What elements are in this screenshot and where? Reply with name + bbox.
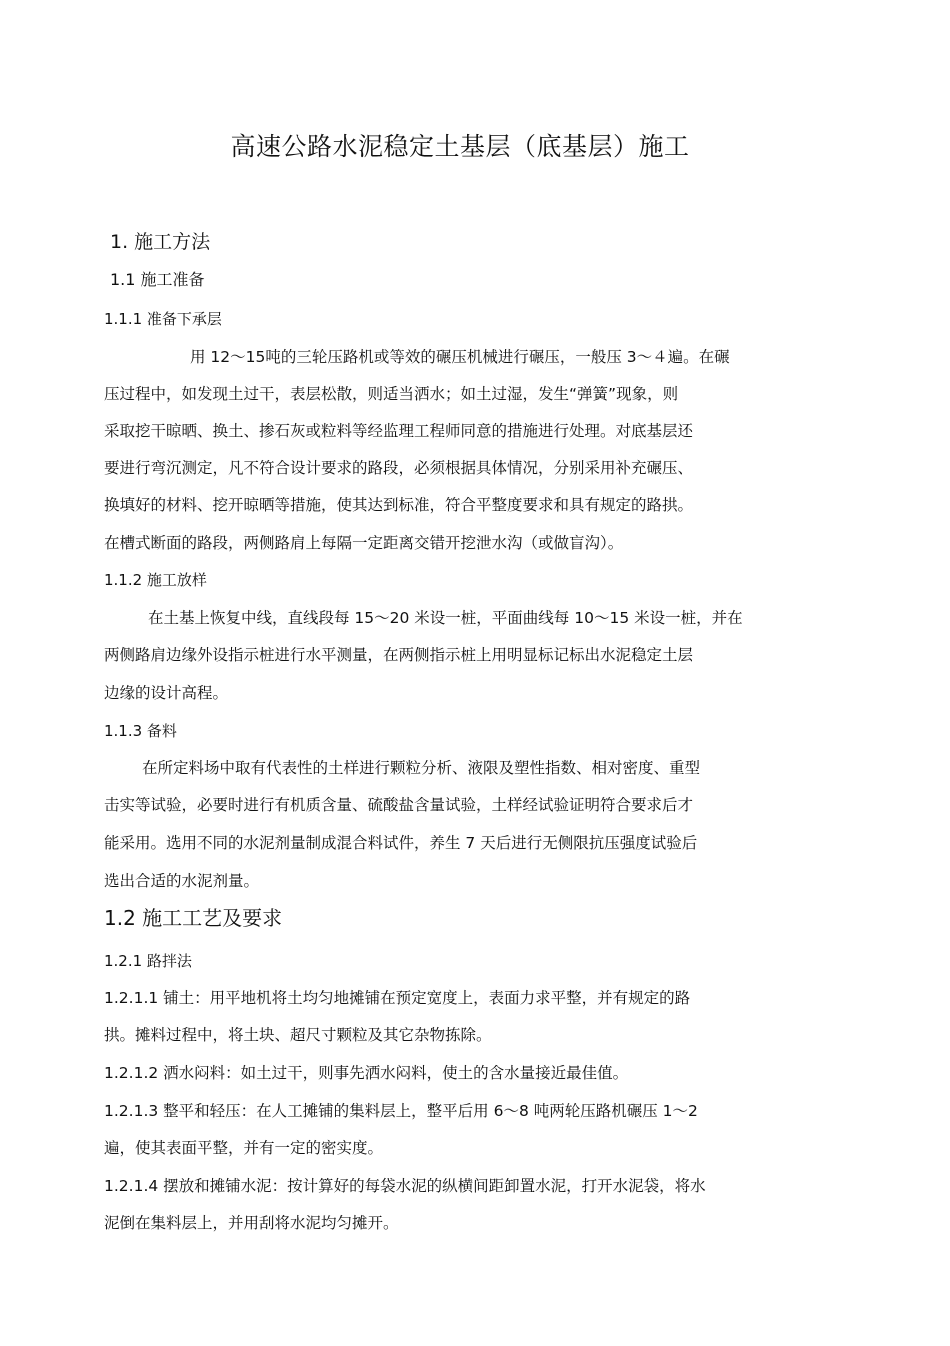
paragraph-line: 用 12～15吨的三轮压路机或等效的碾压机械进行碾压，一般压 3～４遍。在碾	[190, 348, 730, 366]
paragraph-line: 边缘的设计高程。	[104, 684, 229, 702]
paragraph-line: 1.2.1.2 洒水闷料：如土过干，则事先洒水闷料，使土的含水量接近最佳值。	[104, 1064, 629, 1082]
paragraph-line: 拱。摊料过程中，将土块、超尺寸颗粒及其它杂物拣除。	[104, 1026, 492, 1044]
paragraph-line: 采取挖干晾晒、换土、掺石灰或粒料等经监理工程师同意的措施进行处理。对底基层还	[104, 422, 694, 440]
paragraph-line: 两侧路肩边缘外设指示桩进行水平测量，在两侧指示桩上用明显标记标出水泥稳定土层	[104, 646, 694, 664]
heading-material-preparation: 1.1.3 备料	[104, 722, 177, 740]
paragraph-line: 击实等试验，必要时进行有机质含量、硫酸盐含量试验，土样经试验证明符合要求后才	[104, 796, 694, 814]
paragraph-line: 1.2.1.3 整平和轻压：在人工摊铺的集料层上，整平后用 6～8 吨两轮压路机碾压 1～2	[104, 1102, 698, 1120]
paragraph-line: 能采用。选用不同的水泥剂量制成混合料试件，养生 7 天后进行无侧限抗压强度试验后	[104, 834, 698, 852]
paragraph-line: 在土基上恢复中线，直线段每 15～20 米设一桩，平面曲线每 10～15 米设一桩，并在	[148, 609, 743, 627]
paragraph-line: 1.2.1.1 铺土：用平地机将土均匀地摊铺在预定宽度上，表面力求平整，并有规定的路	[104, 989, 691, 1007]
paragraph-line: 压过程中，如发现土过干，表层松散，则适当洒水；如土过湿，发生“弹簧”现象，则	[104, 385, 679, 403]
heading-construction-preparation: 1.1 施工准备	[110, 270, 205, 289]
heading-construction-method: 1. 施工方法	[110, 231, 211, 253]
paragraph-line: 在所定料场中取有代表性的土样进行颗粒分析、液限及塑性指数、相对密度、重型	[142, 759, 701, 777]
paragraph-line: 1.2.1.4 摆放和摊铺水泥：按计算好的每袋水泥的纵横间距卸置水泥，打开水泥袋，将水	[104, 1177, 706, 1195]
paragraph-line: 换填好的材料、挖开晾晒等措施，使其达到标准，符合平整度要求和具有规定的路拱。	[104, 496, 694, 514]
paragraph-line: 要进行弯沉测定，凡不符合设计要求的路段，必须根据具体情况，分别采用补充碾压、	[104, 459, 694, 477]
heading-prepare-underlying-layer: 1.1.1 准备下承层	[104, 310, 222, 328]
document-title: 高速公路水泥稳定土基层（底基层）施工	[230, 132, 690, 161]
paragraph-line: 在槽式断面的路段，两侧路肩上每隔一定距离交错开挖泄水沟（或做盲沟）。	[104, 534, 624, 552]
paragraph-line: 选出合适的水泥剂量。	[104, 872, 260, 890]
heading-process-requirements: 1.2 施工工艺及要求	[104, 906, 283, 930]
paragraph-line: 遍，使其表面平整，并有一定的密实度。	[104, 1139, 384, 1157]
heading-road-mix-method: 1.2.1 路拌法	[104, 952, 192, 970]
paragraph-line: 泥倒在集料层上，并用刮将水泥均匀摊开。	[104, 1214, 399, 1232]
heading-construction-layout: 1.1.2 施工放样	[104, 571, 207, 589]
